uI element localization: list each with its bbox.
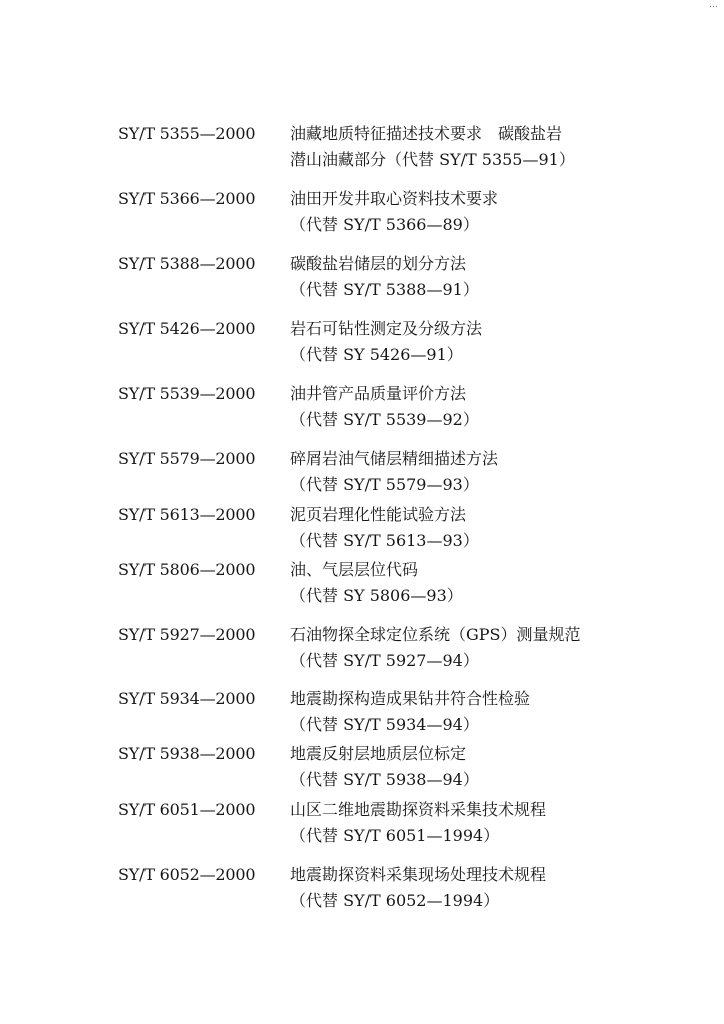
standard-code: SY/T 5388—2000: [118, 254, 256, 273]
standard-title: 地震勘探构造成果钻井符合性检验: [290, 689, 531, 708]
standard-description: [290, 797, 678, 849]
standard-code: SY/T 5579—2000: [118, 449, 256, 468]
standard-title: 岩石可钻性测定及分级方法: [290, 319, 483, 338]
standard-code: SY/T 5355—2000: [118, 124, 256, 143]
standard-title: 碳酸盐岩储层的划分方法: [290, 254, 467, 273]
standard-note: （代替 SY/T 5366—89）: [290, 215, 479, 234]
standard-code: SY/T 6052—2000: [118, 865, 256, 884]
standard-description: [290, 251, 678, 303]
standard-description: [290, 557, 678, 609]
standard-code: SY/T 5927—2000: [118, 625, 256, 644]
standard-note: （代替 SY/T 6052—1994）: [290, 891, 500, 910]
standard-description: [290, 381, 678, 433]
standard-note: （代替 SY/T 5613—93）: [290, 531, 479, 550]
standard-note: （代替 SY/T 5934—94）: [290, 715, 479, 734]
standard-code: SY/T 5426—2000: [118, 319, 256, 338]
standard-description: [290, 741, 678, 793]
standard-note: （代替 SY 5426—91）: [290, 345, 463, 364]
standard-code: SY/T 5613—2000: [118, 505, 256, 524]
standard-note: （代替 SY/T 5388—91）: [290, 280, 479, 299]
standard-title: 地震勘探资料采集现场处理技术规程: [290, 865, 547, 884]
standard-note: （代替 SY 5806—93）: [290, 586, 463, 605]
standard-description: [290, 446, 678, 498]
standard-note: （代替 SY/T 5927—94）: [290, 651, 479, 670]
standard-title: 油井管产品质量评价方法: [290, 384, 467, 403]
standard-description: [290, 186, 678, 238]
standard-code: SY/T 5539—2000: [118, 384, 256, 403]
standard-title: 油田开发井取心资料技术要求: [290, 189, 499, 208]
standard-description: [290, 622, 678, 674]
standard-title: 碎屑岩油气储层精细描述方法: [290, 449, 499, 468]
standard-code: SY/T 5938—2000: [118, 744, 256, 763]
standard-description: [290, 316, 678, 368]
corner-mark: …: [709, 0, 718, 10]
standard-title: 山区二维地震勘探资料采集技术规程: [290, 800, 547, 819]
standard-note: （代替 SY/T 5938—94）: [290, 770, 479, 789]
standard-code: SY/T 6051—2000: [118, 800, 256, 819]
standard-description: [290, 862, 678, 914]
standard-title: 石油物探全球定位系统（GPS）测量规范: [290, 625, 581, 644]
standard-description: [290, 502, 678, 554]
standard-code: SY/T 5366—2000: [118, 189, 256, 208]
standard-code: SY/T 5806—2000: [118, 560, 256, 579]
standard-code: SY/T 5934—2000: [118, 689, 256, 708]
standard-description: [290, 686, 678, 738]
standard-description: [290, 121, 678, 173]
standard-note: 潜山油藏部分（代替 SY/T 5355—91）: [290, 150, 575, 169]
standard-note: （代替 SY/T 6051—1994）: [290, 826, 500, 845]
standard-note: （代替 SY/T 5579—93）: [290, 475, 479, 494]
standard-title: 油藏地质特征描述技术要求 碳酸盐岩: [290, 124, 563, 143]
standard-title: 油、气层层位代码: [290, 560, 419, 579]
standard-note: （代替 SY/T 5539—92）: [290, 410, 479, 429]
standard-title: 地震反射层地质层位标定: [290, 744, 467, 763]
standard-title: 泥页岩理化性能试验方法: [290, 505, 467, 524]
